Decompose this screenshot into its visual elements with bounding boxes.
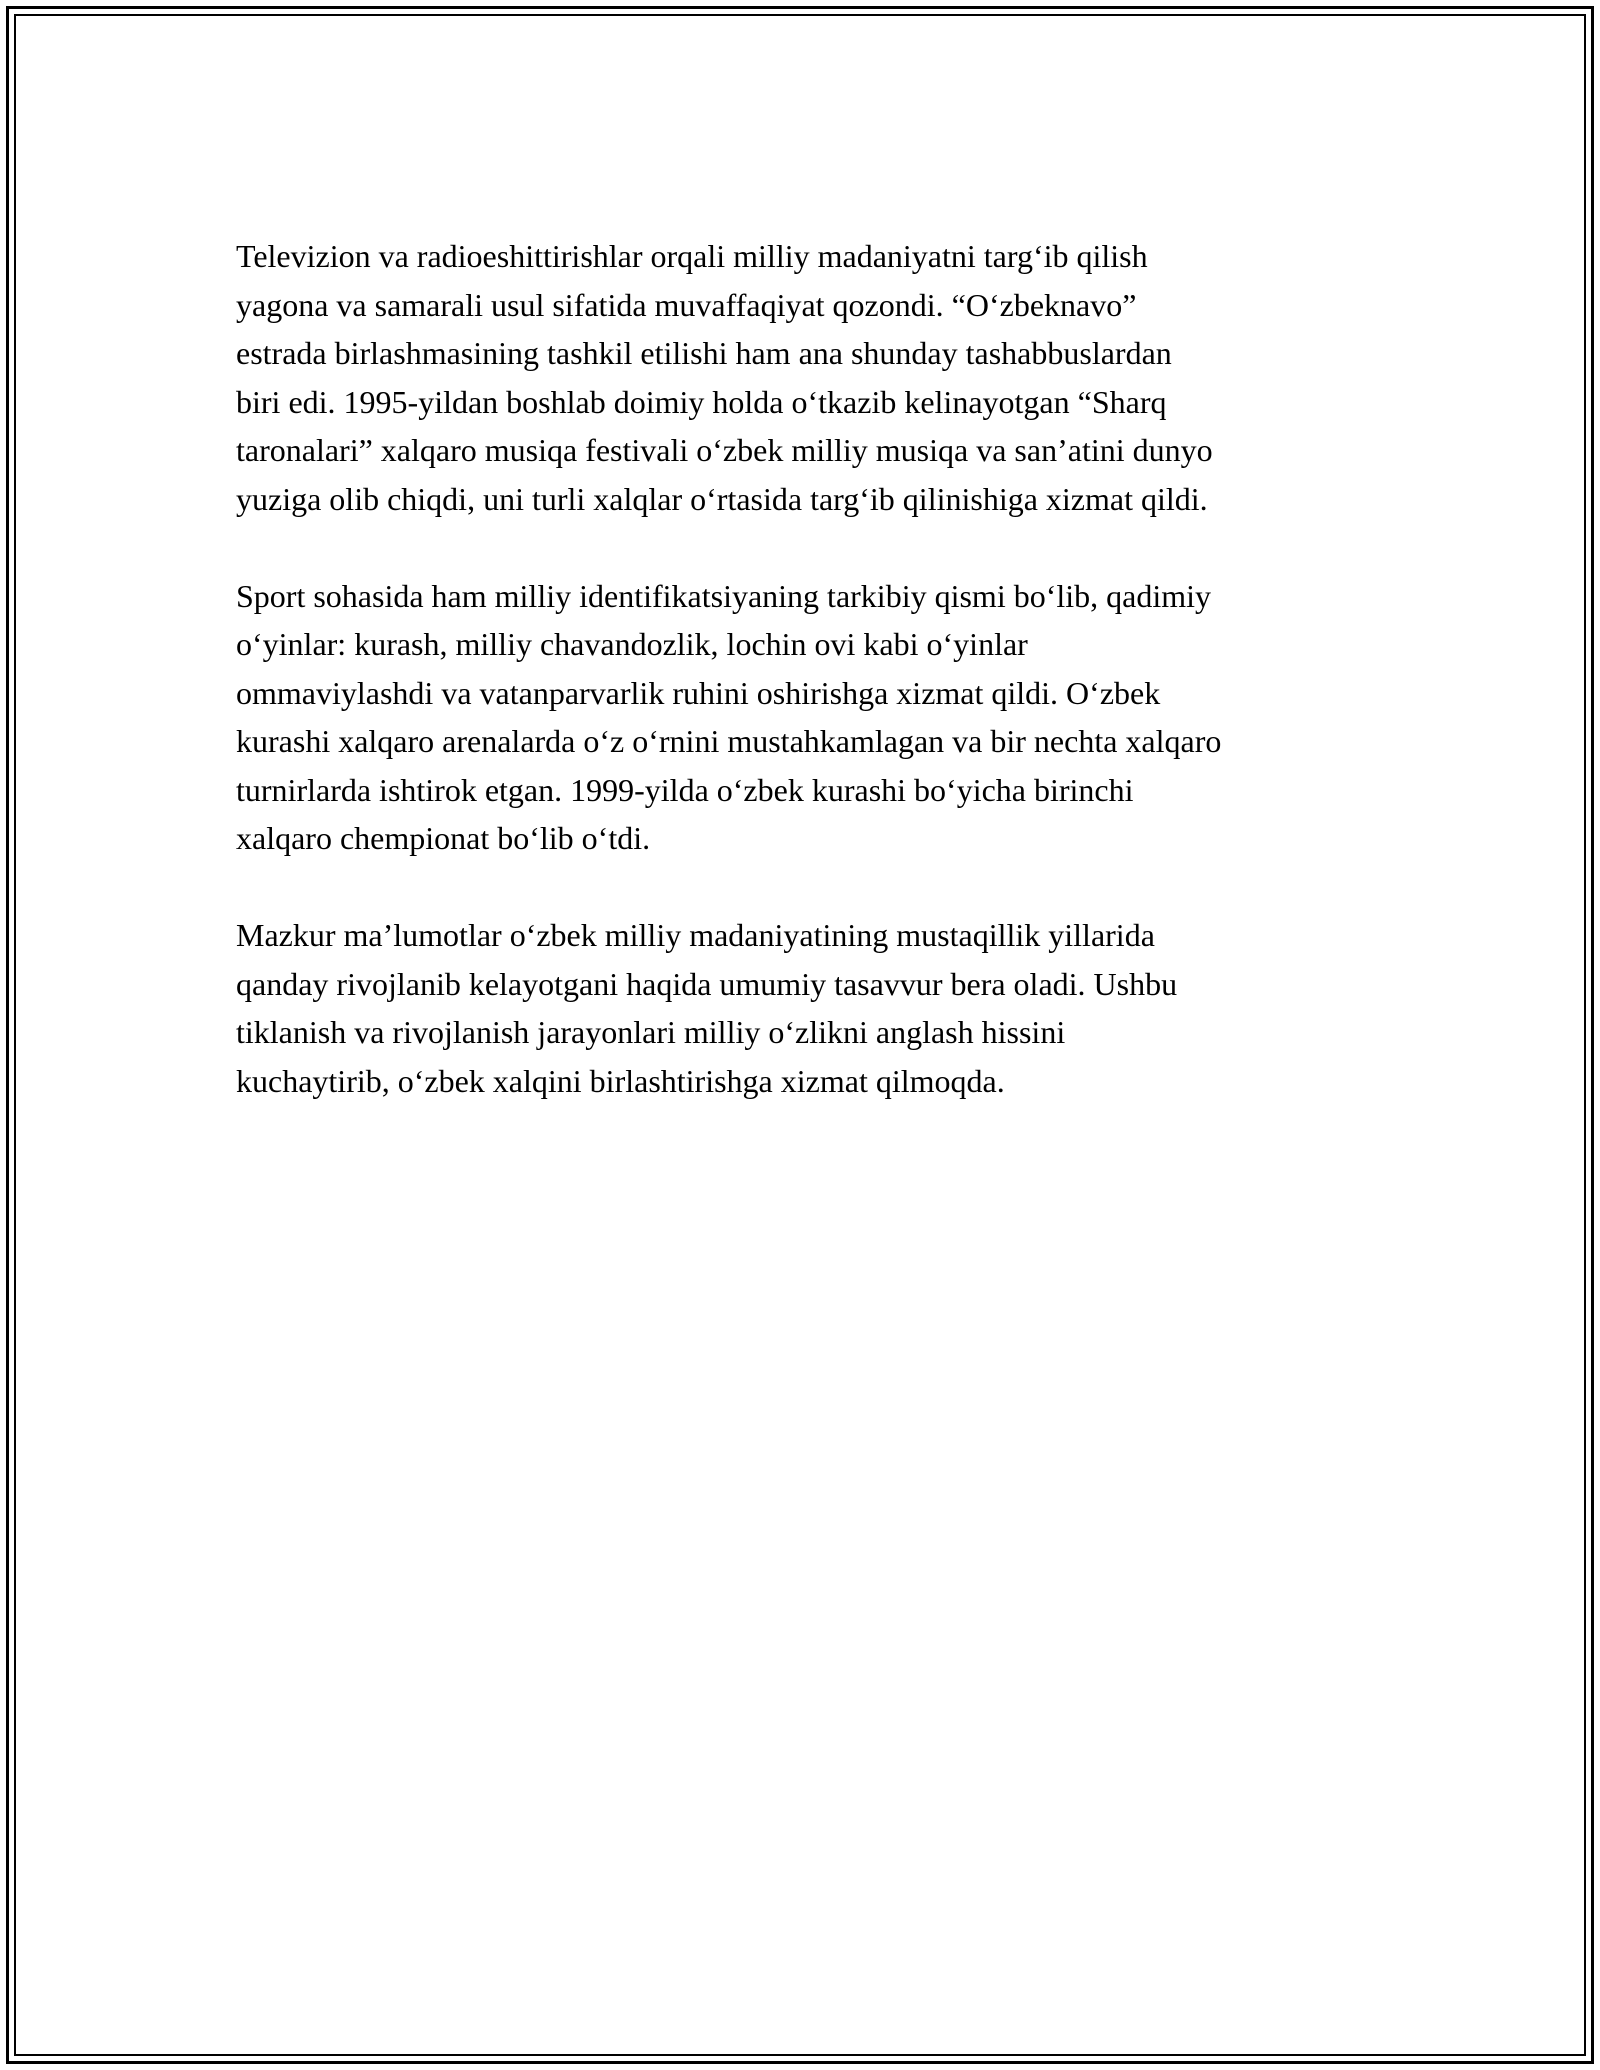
text-line: xalqaro chempionat bo‘lib o‘tdi. bbox=[236, 820, 651, 856]
text-line: qanday rivojlanib kelayotgani haqida umumiy tasavvur bera oladi. Ushbu bbox=[236, 965, 1178, 1002]
text-line: yuziga olib chiqdi, uni turli xalqlar o‘rtasida targ‘ib qilinishiga xizmat qildi. bbox=[236, 480, 1208, 517]
document-body bbox=[236, 232, 1396, 1154]
text-line: o‘yinlar: kurash, milliy chavandozlik, lochin ovi kabi o‘yinlar bbox=[236, 626, 1028, 662]
paragraph-sport bbox=[236, 572, 1396, 863]
text-line: taronalari” xalqaro musiqa festivali o‘zbek milliy musiqa va san’atini dunyo bbox=[236, 432, 1213, 468]
text-line: yagona va samarali usul sifatida muvaffaqiyat qozondi. “O‘zbeknavo” bbox=[236, 286, 1137, 323]
text-line: tiklanish va rivojlanish jarayonlari milliy o‘zlikni anglash hissini bbox=[236, 1014, 1066, 1050]
text-line: ommaviylashdi va vatanparvarlik ruhini oshirishga xizmat qildi. O‘zbek bbox=[236, 674, 1161, 711]
text-line: estrada birlashmasining tashkil etilishi ham ana shunday tashabbuslardan bbox=[236, 335, 1172, 371]
paragraph-television-radio bbox=[236, 232, 1396, 523]
text-line: Sport sohasida ham milliy identifikatsiyaning tarkibiy qismi bo‘lib, qadimiy bbox=[236, 577, 1212, 614]
text-line: Mazkur ma’lumotlar o‘zbek milliy madaniyatining mustaqillik yillarida bbox=[236, 917, 1155, 953]
text-line: kurashi xalqaro arenalarda o‘z o‘rnini mustahkamlagan va bir nechta xalqaro bbox=[236, 723, 1222, 759]
text-line: turnirlarda ishtirok etgan. 1999-yilda o‘zbek kurashi bo‘yicha birinchi bbox=[236, 771, 1134, 808]
text-line: Televizion va radioeshittirishlar orqali milliy madaniyatni targ‘ib qilish bbox=[236, 238, 1148, 274]
text-line: kuchaytirib, o‘zbek xalqini birlashtirishga xizmat qilmoqda. bbox=[236, 1062, 1005, 1099]
paragraph-conclusion bbox=[236, 911, 1396, 1105]
text-line: biri edi. 1995-yildan boshlab doimiy holda o‘tkazib kelinayotgan “Sharq bbox=[236, 383, 1167, 420]
